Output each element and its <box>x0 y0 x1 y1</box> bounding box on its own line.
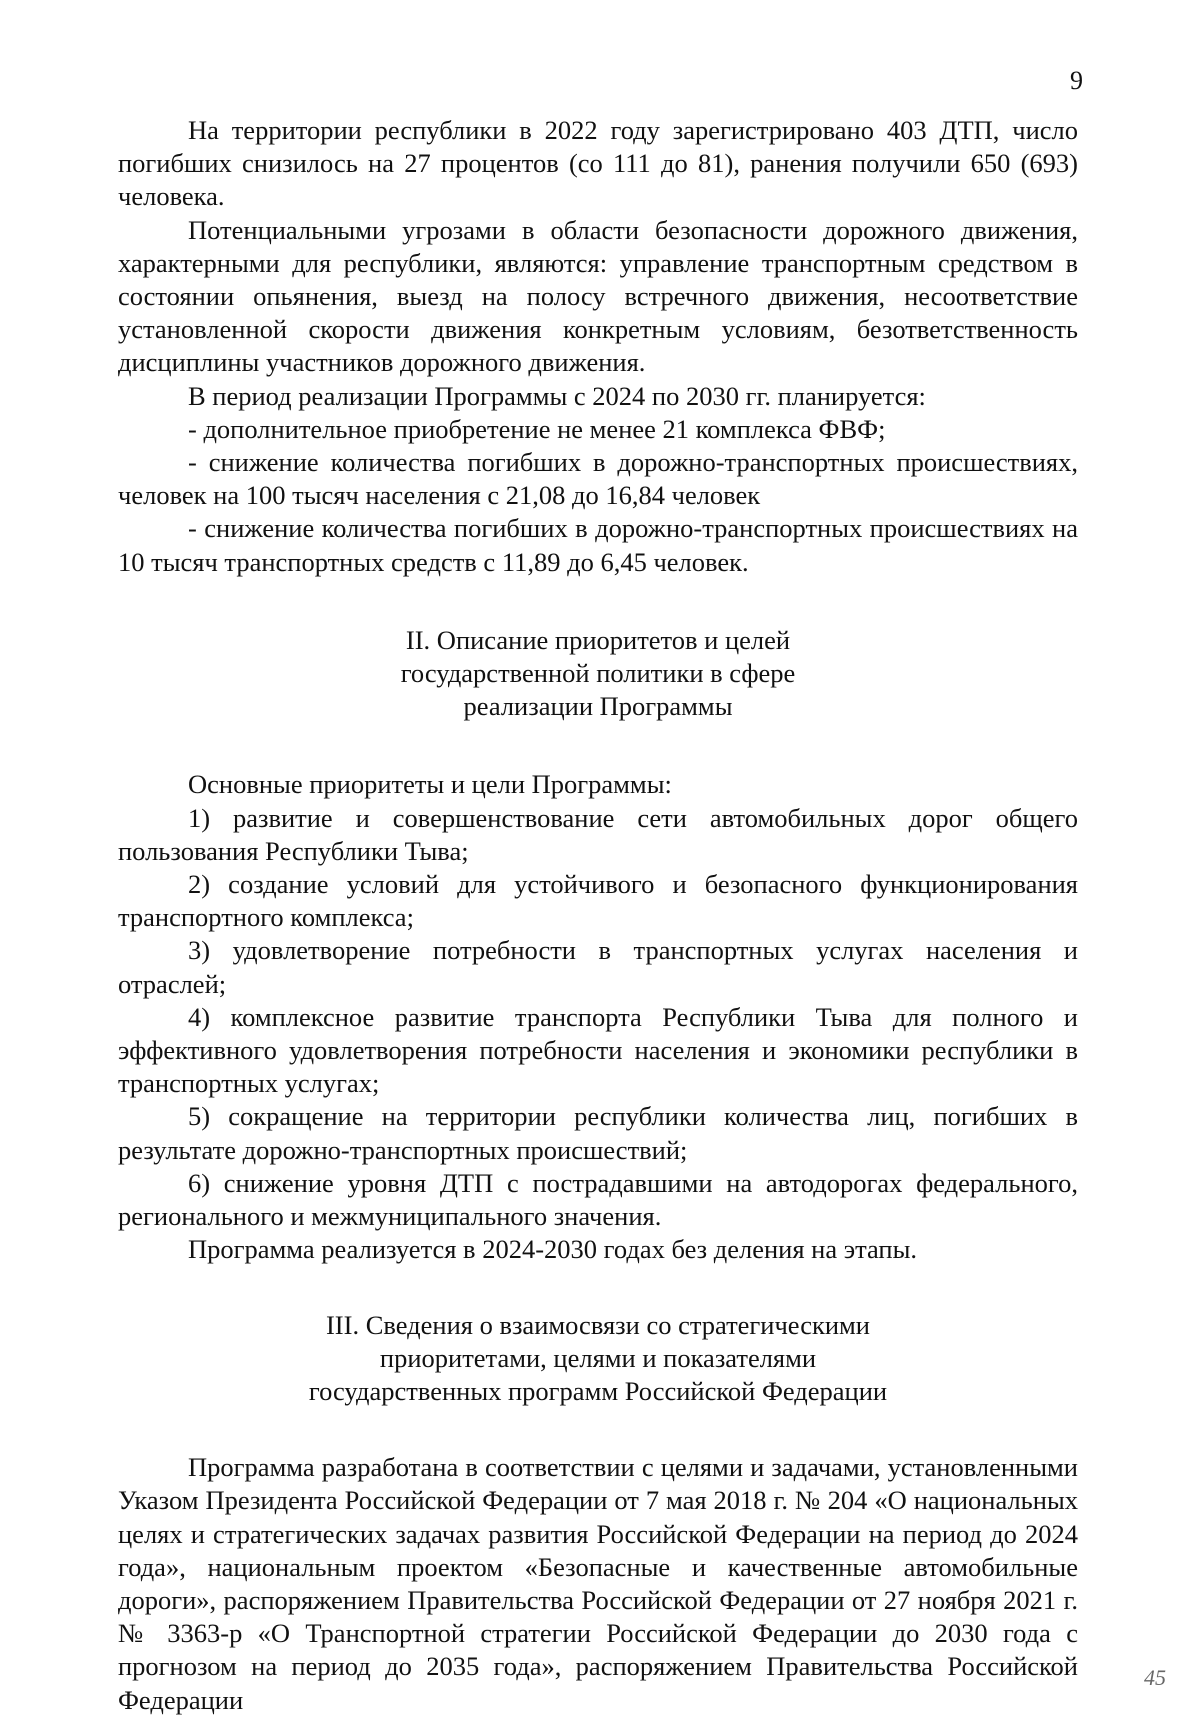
heading-line: государственной политики в сфере <box>400 658 796 689</box>
list-item: 6) снижение уровня ДТП с пострадавшими на автодорогах федерального, регионального и межмуниципального значения. <box>118 1167 1078 1232</box>
list-item: - снижение количества погибших в дорожно-транспортных происшествиях, человек на 100 тысяч населения с 21,08 до 16,84 человек <box>118 447 1078 511</box>
list-item: 4) комплексное развитие транспорта Республики Тыва для полного и эффективного удовлетворения потребности населения и экономики республики в транспортных услугах; <box>118 1001 1078 1099</box>
paragraph: Потенциальными угрозами в области безопасности дорожного движения, характерными для республики, являются: управление транспортным средством в состоянии опьянения, выезд на полосу встречного движения, несоответствие установленной скорости движения конкретным условиям, безответственность дисциплины участников дорожного движения. <box>118 214 1078 378</box>
section-heading-3 <box>118 1309 1078 1409</box>
paragraph: Программа реализуется в 2024-2030 годах без деления на этапы. <box>188 1234 918 1265</box>
list-item: 3) удовлетворение потребности в транспортных услугах населения и отраслей; <box>118 935 1078 999</box>
list-item: - дополнительное приобретение не менее 21 комплекса ФВФ; <box>188 413 886 444</box>
paragraph: Основные приоритеты и цели Программы: <box>188 769 672 800</box>
paragraph: На территории республики в 2022 году зарегистрировано 403 ДТП, число погибших снизилось на 27 процентов (со 111 до 81), ранения получили 650 (693) человека. <box>118 115 1078 212</box>
heading-line: приоритетами, целями и показателями <box>379 1342 817 1373</box>
paragraph: В период реализации Программы с 2024 по 2030 гг. планируется: <box>188 380 926 411</box>
document-body <box>118 114 1078 1717</box>
handwritten-margin-mark: 45 <box>1144 1665 1166 1690</box>
heading-line: реализации Программы <box>463 691 733 722</box>
list-item: 1) развитие и совершенствование сети автомобильных дорог общего пользования Республики Тыва; <box>118 802 1078 866</box>
list-item: - снижение количества погибших в дорожно-транспортных происшествиях на 10 тысяч транспортных средств с 11,89 до 6,45 человек. <box>118 513 1078 577</box>
page-number: 9 <box>1070 66 1083 95</box>
list-item: 5) сокращение на территории республики количества лиц, погибших в результате дорожно-транспортных происшествий; <box>118 1101 1078 1165</box>
heading-line: II. Описание приоритетов и целей <box>405 624 791 655</box>
heading-line: III. Сведения о взаимосвязи со стратегическими <box>325 1309 870 1340</box>
heading-line: государственных программ Российской Федерации <box>308 1375 888 1406</box>
section-heading-2 <box>118 624 1078 724</box>
paragraph: Программа разработана в соответствии с целями и задачами, установленными Указом Президента Российской Федерации от 7 мая 2018 г. № 204 «О национальных целях и стратегических задачах развития Российской Федерации на период до 2024 года», национальным проектом «Безопасные и качественные автомобильные дороги», распоряжением Правительства Российской Федерации от 27 ноября 2021 г. № 3363-р «О Транспортной стратегии Российской Федерации до 2030 года с прогнозом на период до 2035 года», распоряжением Правительства Российской Федерации <box>118 1452 1078 1715</box>
list-item: 2) создание условий для устойчивого и безопасного функционирования транспортного комплекса; <box>118 869 1078 933</box>
